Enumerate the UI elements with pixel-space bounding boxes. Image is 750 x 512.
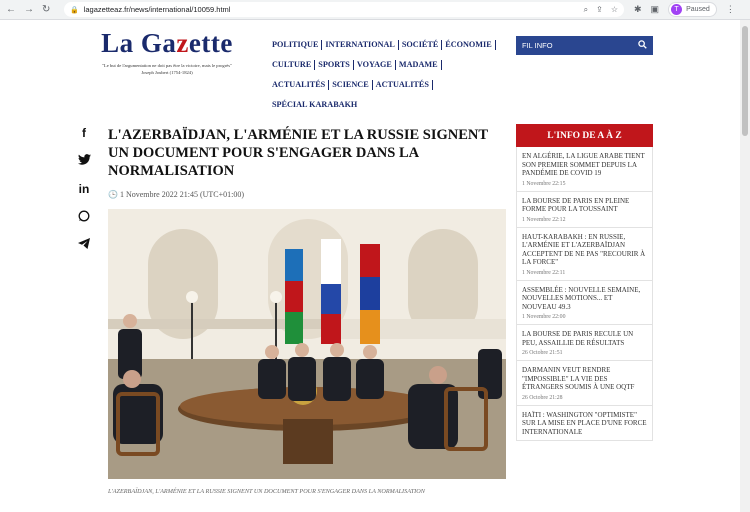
linkedin-icon[interactable]: in [78, 182, 90, 196]
facebook-icon[interactable]: f [82, 126, 86, 140]
site-motto: "Le but de l'argumentation ne doit pas être la victoire, mais le progrès" Joseph Joubert (1754-1824) [102, 63, 232, 75]
news-title[interactable]: ASSEMBLÉE : NOUVELLE SEMAINE, NOUVELLES MOTIONS... ET NOUVEAU 49.3 [522, 285, 641, 311]
telegram-icon[interactable] [77, 238, 91, 266]
news-title[interactable]: EN ALGÉRIE, LA LIGUE ARABE TIENT SON PREMIER SOMMET DEPUIS LA PANDÉMIE DE COVID 19 [522, 152, 645, 177]
nav-item-actualites[interactable]: ACTUALITÉS [272, 80, 329, 90]
browser-toolbar [0, 0, 750, 20]
whatsapp-icon[interactable] [77, 210, 91, 238]
news-title[interactable]: HAÏTI : WASHINGTON "OPTIMISTE" SUR LA MISE EN PLACE D'UNE FORCE INTERNATIONALE [522, 410, 647, 436]
news-date: 26 Octobre 21:51 [522, 350, 563, 356]
social-share [77, 126, 91, 266]
news-title[interactable]: LA BOURSE DE PARIS EN PLEINE FORME POUR LA TOUSSAINT [522, 196, 630, 213]
site-logo[interactable] [92, 28, 242, 76]
news-date: 1 Novembre 22:12 [522, 216, 566, 223]
search-icon[interactable] [638, 40, 647, 51]
news-date: 1 Novembre 22:00 [522, 314, 566, 320]
url-text: lagazetteaz.fr/news/international/10059.html [83, 5, 231, 14]
nav-item-politique[interactable]: POLITIQUE [272, 40, 322, 50]
profile-status: Paused [686, 6, 710, 13]
summit-photo-illustration [108, 209, 506, 479]
news-title[interactable]: DARMANIN VEUT RENDRE "IMPOSSIBLE" LA VIE DES ÉTRANGERS SOUMIS À UNE OQTF [522, 366, 635, 391]
address-bar[interactable] [64, 2, 624, 17]
nav-item-voyage[interactable]: VOYAGE [357, 60, 396, 70]
browser-nav [6, 4, 64, 15]
share-icon[interactable]: ⇪ [596, 4, 603, 14]
article-meta [108, 190, 244, 199]
zoom-icon[interactable]: ⌕ [583, 4, 589, 14]
lock-icon[interactable]: 🔒 [70, 6, 79, 14]
forward-icon[interactable]: → [24, 4, 34, 15]
webpage [0, 20, 740, 512]
nav-item-societe[interactable]: SOCIÉTÉ [402, 40, 442, 50]
page-scrollbar[interactable] [740, 20, 750, 512]
twitter-icon[interactable] [77, 154, 91, 182]
side-panel-icon[interactable]: ▣ [650, 4, 660, 14]
sidebar-title: L'INFO DE A À Z [516, 124, 653, 147]
news-item[interactable] [516, 325, 653, 361]
news-item[interactable] [516, 192, 653, 228]
logo-title: La Gazette [101, 28, 233, 58]
nav-item-international[interactable]: INTERNATIONAL [325, 40, 398, 50]
main-nav [272, 35, 508, 115]
news-item[interactable] [516, 406, 653, 442]
fil-info-bar[interactable] [516, 36, 653, 55]
article-date: 1 Novembre 2022 21:45 (UTC+01:00) [119, 190, 245, 199]
news-date: 1 Novembre 22:11 [522, 269, 566, 276]
clock-icon: 🕒 [108, 190, 118, 199]
article-headline: L'AZERBAÏDJAN, L'ARMÉNIE ET LA RUSSIE SIGNENT UN DOCUMENT POUR S'ENGAGER DANS LA NORMALISATION [108, 127, 488, 179]
scrollbar-thumb[interactable] [742, 26, 748, 136]
back-icon[interactable]: ← [6, 4, 16, 15]
avatar: T [671, 4, 682, 15]
news-date: 1 Novembre 22:15 [522, 180, 566, 187]
news-item[interactable] [516, 228, 653, 281]
menu-kebab-icon[interactable]: ⋮ [725, 4, 735, 14]
profile-button[interactable] [668, 2, 717, 17]
nav-item-economie[interactable]: ÉCONOMIE [445, 40, 495, 50]
news-item[interactable] [516, 281, 653, 326]
nav-item-madame[interactable]: MADAME [399, 60, 442, 70]
bookmark-star-icon[interactable]: ☆ [610, 4, 618, 14]
nav-item-science[interactable]: SCIENCE [332, 80, 372, 90]
nav-item-special-karabakh[interactable]: SPÉCIAL KARABAKH [272, 100, 358, 109]
reload-icon[interactable]: ↻ [42, 4, 51, 15]
fil-info-label: FIL INFO [522, 41, 553, 50]
news-title[interactable]: HAUT-KARABAKH : EN RUSSIE, L'ARMÉNIE ET L'AZERBAÏDJAN ACCEPTENT DE NE PAS "RECOURIR À LA FORCE" [522, 232, 646, 266]
news-date: 26 Octobre 21:28 [522, 394, 563, 401]
extensions-icon[interactable]: ✱ [634, 4, 642, 14]
article-photo [108, 209, 506, 479]
news-item[interactable] [516, 147, 653, 192]
news-item[interactable] [516, 361, 653, 406]
nav-item-sports[interactable]: SPORTS [318, 60, 354, 70]
news-title[interactable]: LA BOURSE DE PARIS RECULE UN PEU, ASSAILLIE DE RÉSULTATS [522, 330, 634, 347]
photo-caption: L'AZERBAÏDJAN, L'ARMÉNIE ET LA RUSSIE SIGNENT UN DOCUMENT POUR S'ENGAGER DANS LA NORMALISATION [108, 488, 425, 495]
nav-item-culture[interactable]: CULTURE [272, 60, 315, 70]
nav-item-actualites-2[interactable]: ACTUALITÉS [376, 80, 433, 90]
sidebar-news [516, 124, 653, 441]
